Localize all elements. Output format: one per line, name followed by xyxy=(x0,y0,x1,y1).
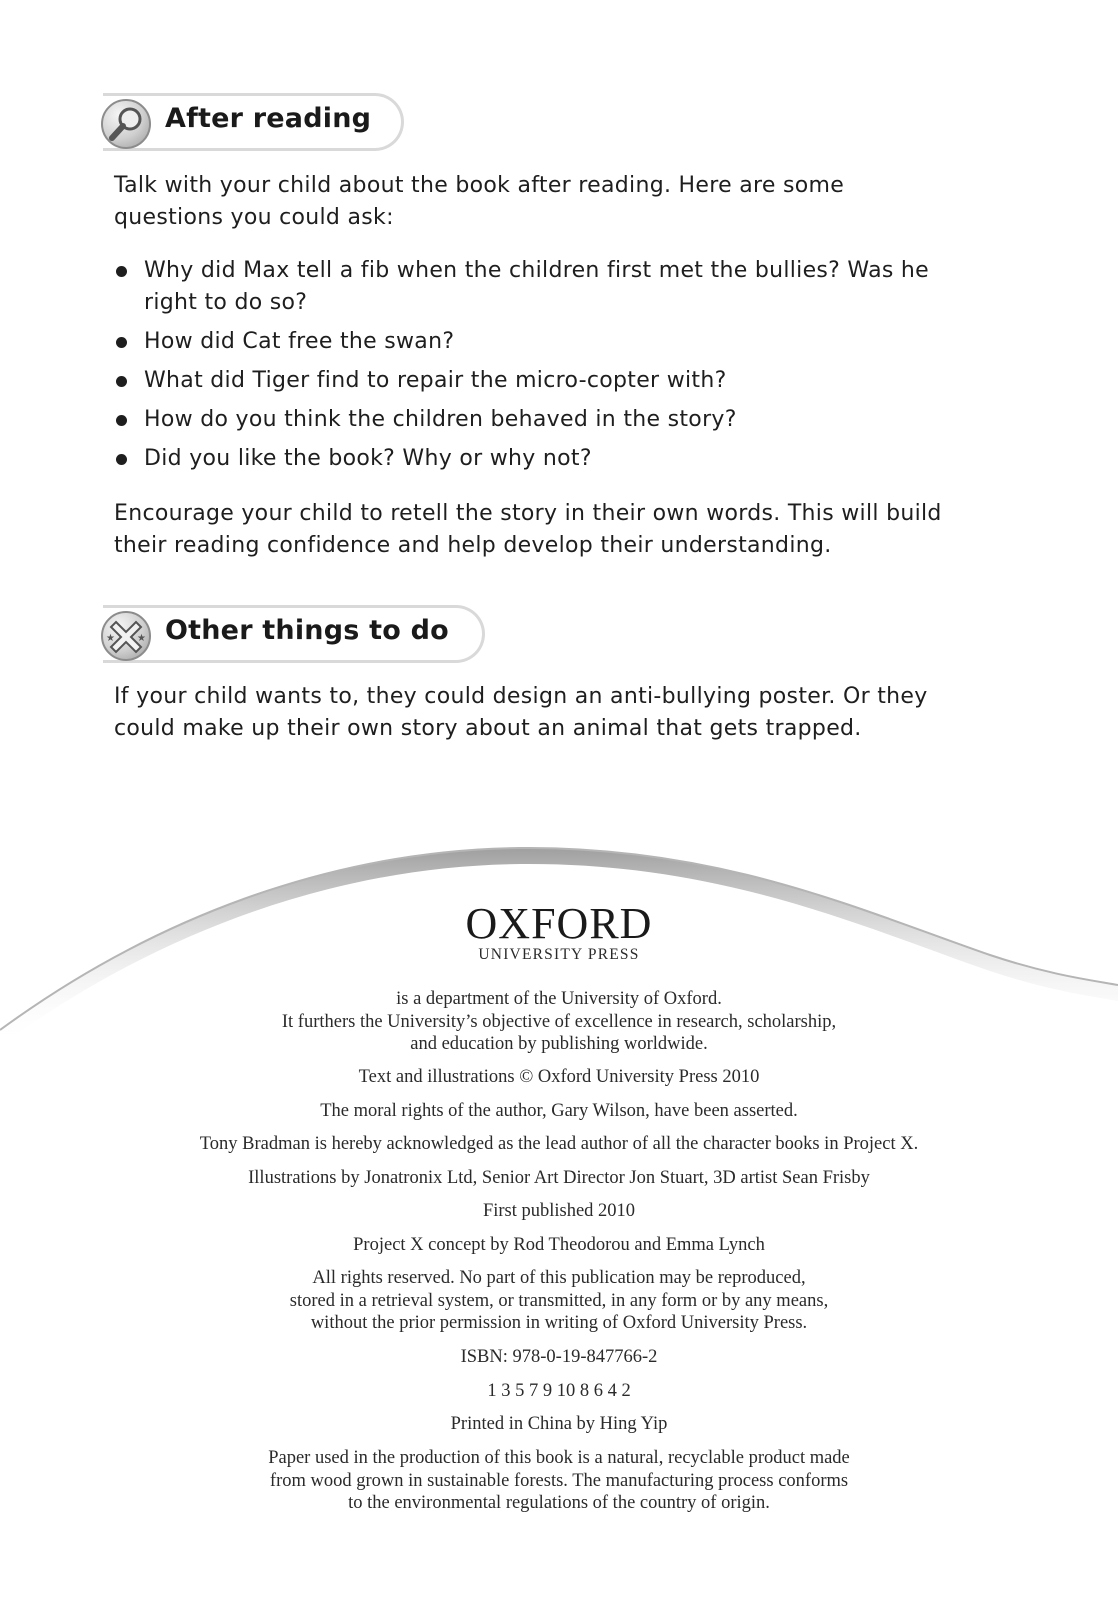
imprint-paper: Paper used in the production of this book is a natural, recyclable product made from wood grown in sustainable forests. The manufacturing process conforms to the environmental regulations of the country of origin. xyxy=(268,1448,850,1513)
magnifying-glass-icon xyxy=(101,99,151,149)
bullet-icon xyxy=(116,337,127,348)
imprint-rights-reserved: All rights reserved. No part of this publication may be reproduced, stored in a retrieval system, or transmitted, in any form or by any means, without the prior permission in writing of Oxford University Press. xyxy=(289,1268,829,1333)
bullet-icon xyxy=(116,415,127,426)
oxford-logo: OXFORD xyxy=(465,899,653,948)
imprint-first-published: First published 2010 xyxy=(482,1201,636,1221)
bullet-icon xyxy=(116,454,127,465)
imprint-printed-in: Printed in China by Hing Yip xyxy=(450,1414,668,1434)
after-reading-closing: Encourage your child to retell the story in their own words. This will build their reading confidence and help develop their understanding. xyxy=(114,501,942,558)
other-things-header xyxy=(103,605,485,663)
imprint-illustrations: Illustrations by Jonatronix Ltd, Senior Art Director Jon Stuart, 3D artist Sean Frisby xyxy=(248,1168,870,1188)
question-list xyxy=(114,255,974,482)
bullet-icon xyxy=(116,376,127,387)
after-reading-intro: Talk with your child about the book after reading. Here are some questions you could ask: xyxy=(114,173,845,230)
imprint-department: is a department of the University of Oxford. It furthers the University’s objective of excellence in research, scholarship, and education by publishing worldwide. xyxy=(281,989,837,1054)
section-title: After reading xyxy=(165,103,372,134)
list-item: How do you think the children behaved in the story? xyxy=(114,404,974,436)
imprint-copyright: Text and illustrations © Oxford University Press 2010 xyxy=(358,1067,760,1087)
oxford-logo-subtitle: UNIVERSITY PRESS xyxy=(478,946,640,963)
list-item: Why did Max tell a fib when the children first met the bullies? Was he right to do so? xyxy=(114,255,974,319)
section-title: Other things to do xyxy=(165,615,449,646)
imprint-moral-rights: The moral rights of the author, Gary Wilson, have been asserted. xyxy=(320,1101,798,1121)
imprint-concept: Project X concept by Rod Theodorou and Emma Lynch xyxy=(353,1235,765,1255)
list-item: What did Tiger find to repair the micro-copter with? xyxy=(114,365,974,397)
x-stars-icon xyxy=(101,611,151,661)
imprint-lead-author: Tony Bradman is hereby acknowledged as the lead author of all the character books in Project X. xyxy=(199,1134,919,1154)
other-things-text: If your child wants to, they could design an anti-bullying poster. Or they could make up their own story about an animal that gets trapped. xyxy=(114,684,928,741)
bullet-icon xyxy=(116,266,127,277)
list-item: How did Cat free the swan? xyxy=(114,326,974,358)
svg-text:★: ★ xyxy=(106,633,115,644)
after-reading-header xyxy=(103,93,404,151)
list-item: Did you like the book? Why or why not? xyxy=(114,443,974,475)
svg-text:★: ★ xyxy=(137,633,146,644)
imprint-isbn: ISBN: 978-0-19-847766-2 xyxy=(460,1347,658,1367)
imprint-print-line: 1 3 5 7 9 10 8 6 4 2 xyxy=(487,1381,631,1401)
